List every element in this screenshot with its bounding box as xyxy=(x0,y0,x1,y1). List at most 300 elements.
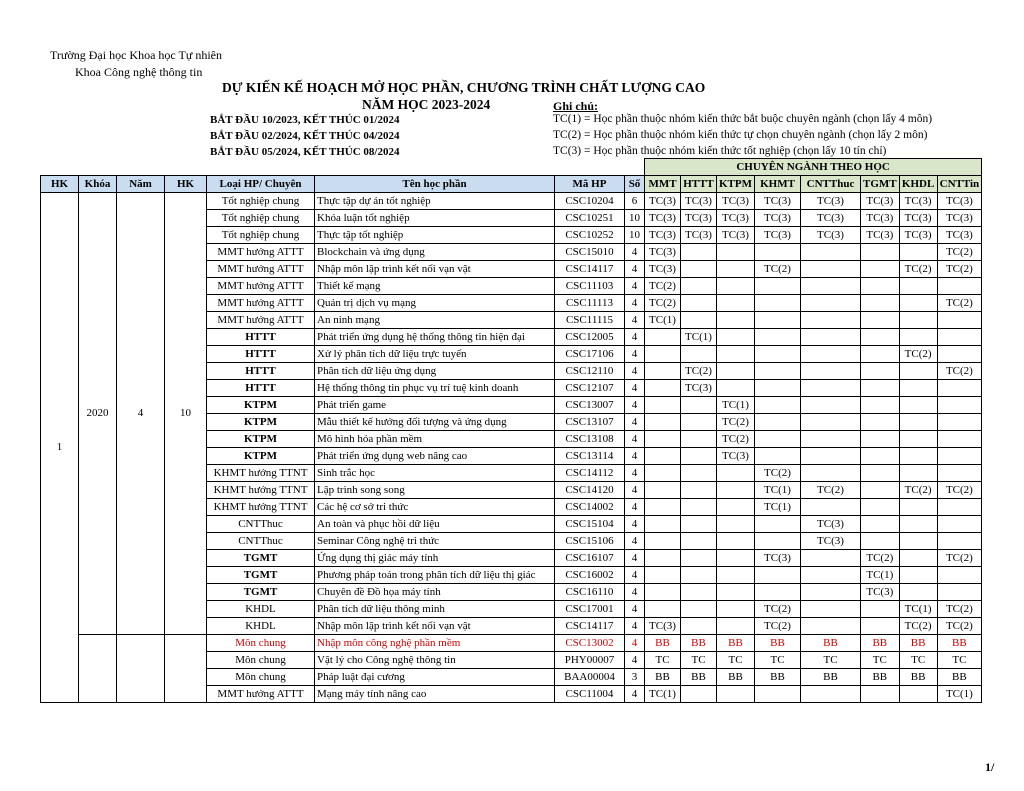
course-code: CSC12005 xyxy=(555,329,625,346)
specialization-cell xyxy=(645,465,681,482)
specialization-cell: TC(3) xyxy=(717,448,755,465)
specialization-cell xyxy=(861,686,900,703)
course-name: Thực tập dự án tốt nghiệp xyxy=(315,193,555,210)
specialization-cell xyxy=(899,295,937,312)
course-type: HTTT xyxy=(207,329,315,346)
specialization-cell xyxy=(755,414,801,431)
page-number: 1/ xyxy=(985,760,995,774)
specialization-cell: TC(3) xyxy=(861,210,900,227)
course-type: HTTT xyxy=(207,363,315,380)
course-name: Phát triển ứng dụng web nâng cao xyxy=(315,448,555,465)
specialization-cell xyxy=(861,465,900,482)
specialization-cell xyxy=(717,295,755,312)
course-type: MMT hướng ATTT xyxy=(207,261,315,278)
specialization-cell xyxy=(937,499,982,516)
course-credits: 4 xyxy=(625,363,645,380)
specialization-cell: TC(3) xyxy=(755,550,801,567)
specialization-cell xyxy=(861,278,900,295)
specialization-cell xyxy=(801,567,861,584)
specialization-cell xyxy=(899,584,937,601)
specialization-cell xyxy=(861,397,900,414)
specialization-cell xyxy=(645,567,681,584)
specialization-cell: TC(2) xyxy=(937,244,982,261)
specialization-cell xyxy=(899,414,937,431)
specialization-cell xyxy=(899,312,937,329)
course-name: Xử lý phân tích dữ liệu trực tuyến xyxy=(315,346,555,363)
course-code: CSC17001 xyxy=(555,601,625,618)
course-type: KHMT hướng TTNT xyxy=(207,482,315,499)
specialization-cell xyxy=(861,516,900,533)
table-body xyxy=(41,193,982,703)
specialization-cell: BB xyxy=(681,669,717,686)
course-credits: 3 xyxy=(625,669,645,686)
specialization-cell xyxy=(717,465,755,482)
specialization-cell: TC(2) xyxy=(899,261,937,278)
specialization-cell: BB xyxy=(937,669,982,686)
specialization-cell xyxy=(681,278,717,295)
specialization-cell: TC(2) xyxy=(755,618,801,635)
course-type: HTTT xyxy=(207,346,315,363)
specialization-cell xyxy=(755,516,801,533)
specialization-cell xyxy=(717,346,755,363)
specialization-cell: BB xyxy=(861,635,900,652)
column-header: KTPM xyxy=(717,176,755,193)
specialization-cell: TC(3) xyxy=(861,227,900,244)
note-tc1: TC(1) = Học phần thuộc nhóm kiến thức bắt buộc chuyên ngành (chọn lấy 4 môn) xyxy=(553,113,933,125)
course-name: An ninh mạng xyxy=(315,312,555,329)
specialization-cell: TC(3) xyxy=(645,618,681,635)
column-header: Mã HP xyxy=(555,176,625,193)
course-name: Chuyên đề Đồ họa máy tính xyxy=(315,584,555,601)
document-title: DỰ KIẾN KẾ HOẠCH MỞ HỌC PHẦN, CHƯƠNG TRÌNH CHẤT LƯỢNG CAO xyxy=(222,80,706,95)
specialization-cell xyxy=(755,346,801,363)
specialization-cell xyxy=(899,567,937,584)
course-name: Phát triển game xyxy=(315,397,555,414)
course-type: Tốt nghiệp chung xyxy=(207,210,315,227)
specialization-cell xyxy=(681,448,717,465)
empty-merged-cell xyxy=(79,635,117,703)
specialization-cell: TC(3) xyxy=(717,227,755,244)
specialization-cell: TC xyxy=(755,652,801,669)
course-name: Mẫu thiết kế hướng đối tượng và ứng dụng xyxy=(315,414,555,431)
specialization-cell xyxy=(681,567,717,584)
course-credits: 4 xyxy=(625,244,645,261)
course-credits: 4 xyxy=(625,346,645,363)
specialization-cell xyxy=(717,278,755,295)
specialization-cell xyxy=(937,431,982,448)
course-type: TGMT xyxy=(207,550,315,567)
specialization-cell xyxy=(717,499,755,516)
course-credits: 4 xyxy=(625,584,645,601)
specialization-cell xyxy=(755,448,801,465)
specialization-cell: TC(2) xyxy=(681,363,717,380)
column-header: TGMT xyxy=(861,176,900,193)
specialization-cell xyxy=(861,312,900,329)
course-name: Thực tập tốt nghiệp xyxy=(315,227,555,244)
course-code: CSC14120 xyxy=(555,482,625,499)
specialization-cell: TC(3) xyxy=(899,193,937,210)
specialization-group-header: CHUYÊN NGÀNH THEO HỌC xyxy=(645,159,982,176)
specialization-cell xyxy=(899,516,937,533)
specialization-cell: BB xyxy=(899,635,937,652)
specialization-cell xyxy=(755,533,801,550)
table-row xyxy=(41,635,982,652)
specialization-cell xyxy=(681,499,717,516)
specialization-cell xyxy=(861,533,900,550)
specialization-cell: TC(3) xyxy=(681,193,717,210)
specialization-cell xyxy=(937,448,982,465)
specialization-cell xyxy=(899,329,937,346)
course-credits: 4 xyxy=(625,448,645,465)
course-name: Thiết kế mạng xyxy=(315,278,555,295)
specialization-cell: TC(2) xyxy=(937,482,982,499)
specialization-cell xyxy=(801,601,861,618)
specialization-cell xyxy=(801,584,861,601)
column-header: HTTT xyxy=(681,176,717,193)
specialization-cell xyxy=(681,346,717,363)
specialization-cell xyxy=(861,499,900,516)
column-header: HK xyxy=(41,176,79,193)
column-header: MMT xyxy=(645,176,681,193)
specialization-cell xyxy=(681,431,717,448)
course-code: CSC16107 xyxy=(555,550,625,567)
specialization-cell xyxy=(681,618,717,635)
course-name: Các hệ cơ sở tri thức xyxy=(315,499,555,516)
specialization-cell xyxy=(717,618,755,635)
specialization-cell xyxy=(717,550,755,567)
course-code: BAA00004 xyxy=(555,669,625,686)
course-name: Nhập môn lập trình kết nối vạn vật xyxy=(315,618,555,635)
specialization-cell xyxy=(937,414,982,431)
course-type: KTPM xyxy=(207,431,315,448)
column-header: Loại HP/ Chuyên xyxy=(207,176,315,193)
course-code: CSC10251 xyxy=(555,210,625,227)
specialization-cell xyxy=(717,329,755,346)
specialization-cell: TC(2) xyxy=(861,550,900,567)
specialization-cell: TC(2) xyxy=(899,618,937,635)
specialization-cell xyxy=(755,363,801,380)
specialization-cell xyxy=(681,584,717,601)
specialization-cell: TC(3) xyxy=(681,380,717,397)
specialization-cell xyxy=(717,380,755,397)
specialization-cell: TC(3) xyxy=(717,210,755,227)
specialization-cell xyxy=(801,261,861,278)
course-type: CNTThuc xyxy=(207,533,315,550)
course-code: CSC15104 xyxy=(555,516,625,533)
specialization-cell: TC(3) xyxy=(681,227,717,244)
specialization-cell xyxy=(755,329,801,346)
specialization-cell: TC(2) xyxy=(755,261,801,278)
specialization-cell xyxy=(755,686,801,703)
course-code: CSC14117 xyxy=(555,261,625,278)
specialization-cell xyxy=(645,601,681,618)
specialization-cell xyxy=(899,686,937,703)
empty-merged-cell xyxy=(165,635,207,703)
specialization-cell xyxy=(755,244,801,261)
group-header-row xyxy=(41,159,982,176)
specialization-cell xyxy=(801,278,861,295)
specialization-cell xyxy=(899,550,937,567)
specialization-cell xyxy=(861,295,900,312)
course-name: Phân tích dữ liệu thông minh xyxy=(315,601,555,618)
specialization-cell xyxy=(645,584,681,601)
specialization-cell xyxy=(755,278,801,295)
column-header-row xyxy=(41,176,982,193)
period-3: BẮT ĐẦU 05/2024, KẾT THÚC 08/2024 xyxy=(210,146,400,158)
specialization-cell: TC(3) xyxy=(681,210,717,227)
specialization-cell xyxy=(861,244,900,261)
course-code: CSC11004 xyxy=(555,686,625,703)
specialization-cell xyxy=(937,533,982,550)
specialization-cell xyxy=(801,380,861,397)
specialization-cell: BB xyxy=(937,635,982,652)
specialization-cell: TC(1) xyxy=(861,567,900,584)
column-header: KHMT xyxy=(755,176,801,193)
course-code: CSC15010 xyxy=(555,244,625,261)
course-credits: 4 xyxy=(625,601,645,618)
specialization-cell xyxy=(899,380,937,397)
specialization-cell xyxy=(899,363,937,380)
specialization-cell: TC(3) xyxy=(645,227,681,244)
course-name: Phát triển ứng dụng hệ thống thông tin hiện đại xyxy=(315,329,555,346)
specialization-cell: TC(1) xyxy=(755,482,801,499)
note-tc2: TC(2) = Học phần thuộc nhóm kiến thức tự chọn chuyên ngành (chọn lấy 2 môn) xyxy=(553,129,928,141)
specialization-cell xyxy=(801,448,861,465)
specialization-cell: BB xyxy=(717,635,755,652)
course-type: KHDL xyxy=(207,601,315,618)
specialization-cell: TC(3) xyxy=(801,533,861,550)
specialization-cell: TC xyxy=(681,652,717,669)
course-name: Sinh trắc học xyxy=(315,465,555,482)
specialization-cell: TC(1) xyxy=(681,329,717,346)
course-type: Tốt nghiệp chung xyxy=(207,227,315,244)
course-credits: 4 xyxy=(625,618,645,635)
specialization-cell xyxy=(755,567,801,584)
specialization-cell xyxy=(937,278,982,295)
course-name: Mạng máy tính nâng cao xyxy=(315,686,555,703)
specialization-cell xyxy=(755,295,801,312)
specialization-cell: BB xyxy=(801,669,861,686)
specialization-cell: TC(1) xyxy=(645,686,681,703)
course-name: Ứng dụng thị giác máy tính xyxy=(315,550,555,567)
specialization-cell xyxy=(801,244,861,261)
specialization-cell: TC xyxy=(801,652,861,669)
specialization-cell xyxy=(717,363,755,380)
specialization-cell xyxy=(645,499,681,516)
specialization-cell xyxy=(937,329,982,346)
specialization-cell: TC(2) xyxy=(801,482,861,499)
course-code: CSC13007 xyxy=(555,397,625,414)
specialization-cell: TC(1) xyxy=(755,499,801,516)
specialization-cell xyxy=(861,261,900,278)
specialization-cell xyxy=(645,414,681,431)
specialization-cell: TC(2) xyxy=(645,278,681,295)
specialization-cell: BB xyxy=(801,635,861,652)
course-credits: 4 xyxy=(625,295,645,312)
specialization-cell: TC(3) xyxy=(937,210,982,227)
period-2: BẮT ĐẦU 02/2024, KẾT THÚC 04/2024 xyxy=(210,130,400,142)
course-type: Môn chung xyxy=(207,652,315,669)
specialization-cell xyxy=(681,397,717,414)
specialization-cell xyxy=(861,363,900,380)
specialization-cell: TC(3) xyxy=(861,193,900,210)
empty-merged-cell xyxy=(117,635,165,703)
specialization-cell xyxy=(937,346,982,363)
course-credits: 4 xyxy=(625,329,645,346)
specialization-cell xyxy=(899,448,937,465)
specialization-cell: BB xyxy=(717,669,755,686)
specialization-cell xyxy=(645,448,681,465)
specialization-cell xyxy=(801,618,861,635)
course-code: CSC11115 xyxy=(555,312,625,329)
specialization-cell xyxy=(899,431,937,448)
period-1: BẮT ĐẦU 10/2023, KẾT THÚC 01/2024 xyxy=(210,114,400,126)
specialization-cell xyxy=(645,550,681,567)
course-credits: 4 xyxy=(625,397,645,414)
term-cell: 10 xyxy=(165,193,207,635)
table-row xyxy=(41,193,982,210)
course-name: Nhập môn công nghệ phần mềm xyxy=(315,635,555,652)
specialization-cell: TC xyxy=(645,652,681,669)
specialization-cell: BB xyxy=(755,635,801,652)
specialization-cell xyxy=(717,686,755,703)
specialization-cell: BB xyxy=(899,669,937,686)
specialization-cell: TC(3) xyxy=(801,210,861,227)
course-type: HTTT xyxy=(207,380,315,397)
course-name: Lập trình song song xyxy=(315,482,555,499)
specialization-cell xyxy=(861,380,900,397)
specialization-cell xyxy=(681,312,717,329)
specialization-cell xyxy=(801,686,861,703)
course-type: TGMT xyxy=(207,567,315,584)
specialization-cell xyxy=(717,482,755,499)
course-type: TGMT xyxy=(207,584,315,601)
specialization-cell: TC(3) xyxy=(645,210,681,227)
specialization-cell xyxy=(755,431,801,448)
specialization-cell: TC(2) xyxy=(937,295,982,312)
specialization-cell xyxy=(861,482,900,499)
course-type: KHDL xyxy=(207,618,315,635)
specialization-cell xyxy=(717,567,755,584)
specialization-cell xyxy=(899,533,937,550)
specialization-cell xyxy=(717,516,755,533)
specialization-cell xyxy=(717,312,755,329)
specialization-cell xyxy=(755,584,801,601)
course-code: CSC14002 xyxy=(555,499,625,516)
course-type: KHMT hướng TTNT xyxy=(207,499,315,516)
specialization-cell xyxy=(717,601,755,618)
specialization-cell xyxy=(645,482,681,499)
specialization-cell xyxy=(937,397,982,414)
specialization-cell: TC(3) xyxy=(937,227,982,244)
column-header: CNTTin xyxy=(937,176,982,193)
course-credits: 4 xyxy=(625,414,645,431)
course-credits: 4 xyxy=(625,380,645,397)
specialization-cell xyxy=(681,550,717,567)
course-code: CSC14117 xyxy=(555,618,625,635)
course-name: Mô hình hóa phần mềm xyxy=(315,431,555,448)
specialization-cell xyxy=(681,482,717,499)
specialization-cell xyxy=(755,397,801,414)
specialization-cell: TC(2) xyxy=(899,482,937,499)
course-credits: 4 xyxy=(625,431,645,448)
course-type: MMT hướng ATTT xyxy=(207,295,315,312)
course-credits: 10 xyxy=(625,227,645,244)
course-code: CSC10204 xyxy=(555,193,625,210)
course-credits: 4 xyxy=(625,635,645,652)
specialization-cell xyxy=(681,516,717,533)
specialization-cell xyxy=(681,533,717,550)
specialization-cell xyxy=(801,499,861,516)
course-name: Hệ thống thông tin phục vụ trí tuệ kinh doanh xyxy=(315,380,555,397)
specialization-cell xyxy=(645,431,681,448)
course-credits: 4 xyxy=(625,516,645,533)
course-type: MMT hướng ATTT xyxy=(207,244,315,261)
course-code: CSC12110 xyxy=(555,363,625,380)
specialization-cell xyxy=(937,380,982,397)
specialization-cell xyxy=(899,278,937,295)
specialization-cell xyxy=(681,601,717,618)
course-credits: 4 xyxy=(625,482,645,499)
specialization-cell xyxy=(681,261,717,278)
specialization-cell: TC(3) xyxy=(645,244,681,261)
specialization-cell xyxy=(801,550,861,567)
specialization-cell xyxy=(861,346,900,363)
specialization-cell: TC xyxy=(861,652,900,669)
specialization-cell: TC(3) xyxy=(755,193,801,210)
course-type: KTPM xyxy=(207,448,315,465)
specialization-cell: TC(1) xyxy=(717,397,755,414)
specialization-cell: TC(2) xyxy=(717,414,755,431)
specialization-cell: TC(3) xyxy=(937,193,982,210)
course-code: CSC16002 xyxy=(555,567,625,584)
course-credits: 4 xyxy=(625,533,645,550)
specialization-cell xyxy=(861,431,900,448)
specialization-cell xyxy=(645,397,681,414)
course-code: CSC13108 xyxy=(555,431,625,448)
column-header: Số xyxy=(625,176,645,193)
specialization-cell xyxy=(801,329,861,346)
faculty-name: Khoa Công nghệ thông tin xyxy=(75,65,203,79)
specialization-cell xyxy=(861,414,900,431)
specialization-cell xyxy=(937,516,982,533)
specialization-cell xyxy=(801,431,861,448)
course-type: KTPM xyxy=(207,397,315,414)
specialization-cell xyxy=(899,244,937,261)
specialization-cell xyxy=(861,601,900,618)
specialization-cell: TC xyxy=(717,652,755,669)
specialization-cell: TC(2) xyxy=(937,363,982,380)
course-code: CSC15106 xyxy=(555,533,625,550)
specialization-cell xyxy=(937,465,982,482)
specialization-cell xyxy=(681,295,717,312)
specialization-cell: TC xyxy=(937,652,982,669)
course-credits: 4 xyxy=(625,550,645,567)
course-name: An toàn và phục hồi dữ liệu xyxy=(315,516,555,533)
course-type: Môn chung xyxy=(207,635,315,652)
specialization-cell xyxy=(645,363,681,380)
specialization-cell: BB xyxy=(681,635,717,652)
specialization-cell: TC(2) xyxy=(937,601,982,618)
specialization-cell xyxy=(645,346,681,363)
specialization-cell xyxy=(899,397,937,414)
specialization-cell: TC(3) xyxy=(899,227,937,244)
specialization-cell xyxy=(801,346,861,363)
specialization-cell: TC(2) xyxy=(645,295,681,312)
course-name: Khóa luận tốt nghiệp xyxy=(315,210,555,227)
specialization-cell: BB xyxy=(645,669,681,686)
specialization-cell: TC(3) xyxy=(899,210,937,227)
